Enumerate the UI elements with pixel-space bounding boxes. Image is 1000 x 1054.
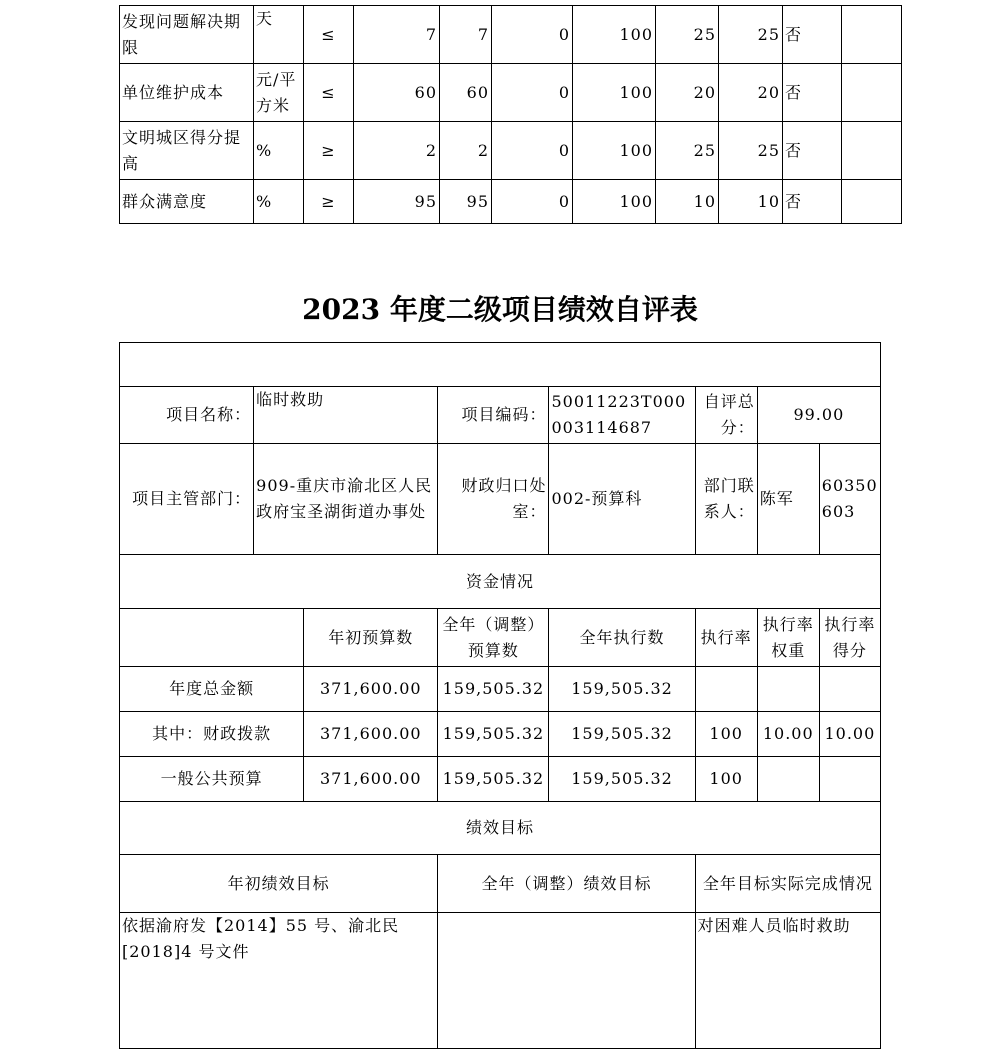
dept-value: 909-重庆市渝北区人民政府宝圣湖街道办事处	[254, 444, 438, 555]
indicator-rate: 100	[573, 180, 656, 224]
table-row	[120, 609, 881, 667]
table-row	[120, 180, 902, 224]
goals-actual-text: 对困难人员临时救助	[695, 913, 880, 1049]
indicator-deviation: 0	[492, 6, 573, 64]
goals-initial-text: 依据渝府发【2014】55 号、渝北民[2018]4 号文件	[120, 913, 438, 1049]
score-total-value: 99.00	[757, 387, 880, 444]
indicator-target: 95	[354, 180, 440, 224]
finance-office-value: 002-预算科	[549, 444, 695, 555]
score-total-label: 自评总分：	[695, 387, 757, 444]
goals-adjusted-text	[438, 913, 695, 1049]
table-row	[120, 712, 881, 757]
funds-header: 执行率得分	[819, 609, 880, 667]
funds-weight	[757, 757, 819, 802]
indicator-weight: 25	[656, 6, 719, 64]
indicator-table	[119, 5, 902, 224]
indicator-weight: 20	[656, 64, 719, 122]
funds-header: 年初预算数	[304, 609, 438, 667]
funds-weight: 10.00	[757, 712, 819, 757]
funds-header: 执行率	[695, 609, 757, 667]
table-row	[120, 343, 881, 387]
indicator-target: 60	[354, 64, 440, 122]
funds-header: 全年执行数	[549, 609, 695, 667]
contact-label: 部门联系人：	[695, 444, 757, 555]
table-row	[120, 757, 881, 802]
funds-header: 全年（调整）预算数	[438, 609, 549, 667]
funds-executed: 159,505.32	[549, 757, 695, 802]
indicator-name: 单位维护成本	[120, 64, 254, 122]
blank-cell	[120, 609, 304, 667]
funds-row-label: 年度总金额	[120, 667, 304, 712]
funds-weight	[757, 667, 819, 712]
table-row	[120, 555, 881, 609]
indicator-name: 文明城区得分提高	[120, 122, 254, 180]
indicator-rate: 100	[573, 122, 656, 180]
indicator-weight: 10	[656, 180, 719, 224]
table-row	[120, 6, 902, 64]
indicator-target: 7	[354, 6, 440, 64]
indicator-name: 群众满意度	[120, 180, 254, 224]
funds-adjusted: 159,505.32	[438, 757, 549, 802]
indicator-actual: 60	[440, 64, 492, 122]
indicator-score: 10	[719, 180, 783, 224]
indicator-operator: ≥	[304, 180, 354, 224]
indicator-operator: ≤	[304, 64, 354, 122]
indicator-unit: 元/平方米	[254, 64, 304, 122]
funds-score	[819, 757, 880, 802]
indicator-operator: ≥	[304, 122, 354, 180]
table-row	[120, 122, 902, 180]
table-row	[120, 64, 902, 122]
funds-score	[819, 667, 880, 712]
funds-adjusted: 159,505.32	[438, 712, 549, 757]
indicator-target: 2	[354, 122, 440, 180]
indicator-deviation: 0	[492, 180, 573, 224]
funds-header: 执行率权重	[757, 609, 819, 667]
evaluation-table	[119, 342, 881, 1049]
indicator-flag: 否	[783, 6, 842, 64]
indicator-score: 25	[719, 122, 783, 180]
indicator-score: 25	[719, 6, 783, 64]
funds-score: 10.00	[819, 712, 880, 757]
blank-cell	[120, 343, 881, 387]
page-title: 2023 年度二级项目绩效自评表	[302, 293, 698, 326]
funds-rate: 100	[695, 712, 757, 757]
project-name-value: 临时救助	[254, 387, 438, 444]
funds-rate	[695, 667, 757, 712]
table-row	[120, 802, 881, 855]
goals-header-actual: 全年目标实际完成情况	[695, 855, 880, 913]
indicator-note	[842, 122, 902, 180]
indicator-flag: 否	[783, 64, 842, 122]
indicator-actual: 95	[440, 180, 492, 224]
funds-rate: 100	[695, 757, 757, 802]
indicator-actual: 2	[440, 122, 492, 180]
indicator-deviation: 0	[492, 64, 573, 122]
project-code-value: 50011223T000003114687	[549, 387, 695, 444]
indicator-deviation: 0	[492, 122, 573, 180]
goals-header-initial: 年初绩效目标	[120, 855, 438, 913]
funds-initial: 371,600.00	[304, 757, 438, 802]
table-row	[120, 387, 881, 444]
indicator-note	[842, 180, 902, 224]
funds-executed: 159,505.32	[549, 712, 695, 757]
indicator-unit: %	[254, 180, 304, 224]
contact-value: 陈军	[757, 444, 819, 555]
funds-section-title: 资金情况	[120, 555, 881, 609]
project-name-label: 项目名称：	[120, 387, 254, 444]
indicator-actual: 7	[440, 6, 492, 64]
funds-executed: 159,505.32	[549, 667, 695, 712]
indicator-score: 20	[719, 64, 783, 122]
funds-row-label: 一般公共预算	[120, 757, 304, 802]
funds-row-label: 其中：财政拨款	[120, 712, 304, 757]
table-row	[120, 855, 881, 913]
indicator-operator: ≤	[304, 6, 354, 64]
project-code-label: 项目编码：	[438, 387, 549, 444]
goals-section-title: 绩效目标	[120, 802, 881, 855]
indicator-unit: %	[254, 122, 304, 180]
finance-office-label: 财政归口处室：	[438, 444, 549, 555]
indicator-unit: 天	[254, 6, 304, 64]
indicator-flag: 否	[783, 180, 842, 224]
indicator-flag: 否	[783, 122, 842, 180]
indicator-rate: 100	[573, 64, 656, 122]
indicator-note	[842, 64, 902, 122]
phone-value: 60350603	[819, 444, 880, 555]
goals-header-adjusted: 全年（调整）绩效目标	[438, 855, 695, 913]
funds-initial: 371,600.00	[304, 712, 438, 757]
dept-label: 项目主管部门：	[120, 444, 254, 555]
table-row	[120, 667, 881, 712]
indicator-name: 发现问题解决期限	[120, 6, 254, 64]
table-row	[120, 913, 881, 1049]
funds-initial: 371,600.00	[304, 667, 438, 712]
table-row	[120, 444, 881, 555]
indicator-note	[842, 6, 902, 64]
funds-adjusted: 159,505.32	[438, 667, 549, 712]
indicator-weight: 25	[656, 122, 719, 180]
indicator-rate: 100	[573, 6, 656, 64]
